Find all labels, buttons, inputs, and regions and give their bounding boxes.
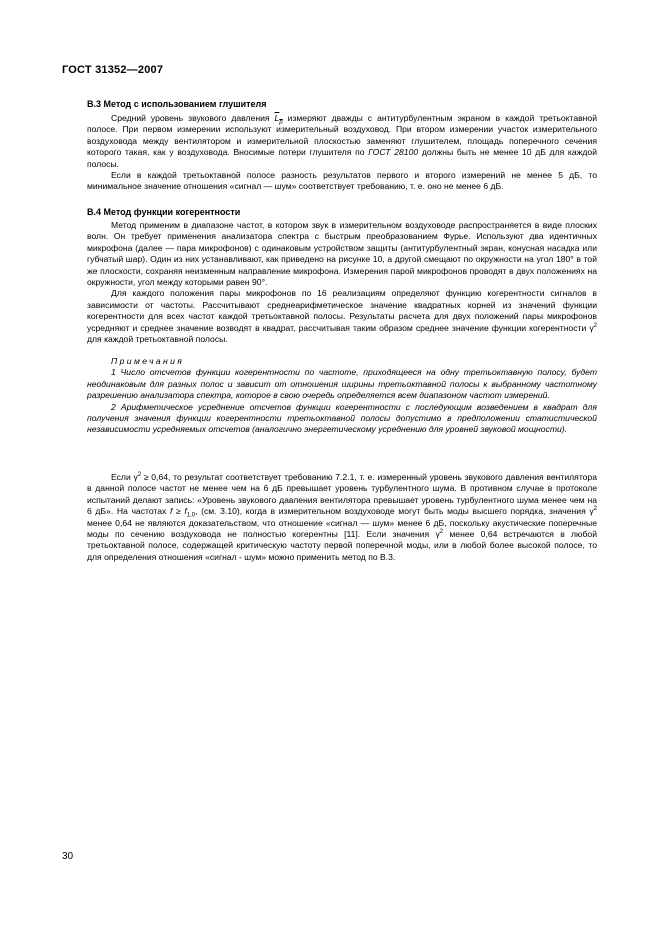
gost-reference: ГОСТ 28100 xyxy=(368,147,419,158)
final-paragraph: Если $\gamma^2 \ge 0,64$, то результат соответствует требованию 7.2.1, т. е. измеренный уровень звукового давления вентилятора в данной полосе частот не менее чем на 6 дБ превышает уровень турбулентного шума. В противном случае в протоколе испытаний делают запись: «Уровень звукового давления вентилятора превышает уровень турбулентного шума менее чем на 6 дБ». На частотах $f \ge f_{1,0}$, (см. 3.10), когда в измерительном воздуховоде могут быть моды высшего порядка, значения $\gamma^2$ менее 0,64 не являются доказательством, что отношение «сигнал — шум» менее 6 дБ, поскольку акустические поперечные моды по сечению воздуховода не полностью когерентны [11]. Если значения $\gamma^2$ менее 0,64 встречаются в любой третьоктавной полосе, содержащей критическую частоту первой поперечной моды, или в любой более высокой полосе, то для определения отношения «сигнал - шум» можно применить метод по B.3. xyxy=(87,472,598,562)
page-number: 30 xyxy=(62,851,74,862)
notes-block xyxy=(87,356,597,436)
notes-heading: Примечания xyxy=(111,356,185,366)
b4-paragraph-1: Метод применим в диапазоне частот, в котором звук в измерительном воздуховоде распространяется в виде плоских волн. Он требует применения анализатора спектра с быстрым преобразованием Фурье. Используют два идентичных микрофона (далее — пара микрофонов) с одинаковым устройством защиты (антитурбулентный экран, конусная насадка или губчатый шар). Один из них устанавливают, как приведено на рисунке 10, а другой смещают по окружности на угол 180° в той же плоскости, сохраняя неизменным направление микрофона. Измерения парой микрофонов проводят в двух положениях на окружности, угол между которыми равен 90°. xyxy=(87,220,597,288)
b4-paragraph-2: Для каждого положения пары микрофонов по 16 реализациям определяют функцию когерентности сигналов в зависимости от частоты. Рассчитывают среднеарифметическое значение квадратных корней из значений функции когерентности для всех частот каждой третьоктавной полосы. Результаты расчета для двух положений пары микрофонов усредняют и среднее значение возводят в квадрат, рассчитывая таким образом среднее значение функции когерентности $\gamma^2$ для каждой третьоктавной полосы. xyxy=(87,288,597,345)
section-b3-body xyxy=(87,113,597,193)
document-header: ГОСТ 31352—2007 xyxy=(62,64,164,76)
lp-symbol: $L_p$ xyxy=(274,113,283,126)
note-1: 1 Число отсчетов функции когерентности по частоте, приходящееся на одну третьоктавную полосу, будет неодинаковым для разных полос и зависит от отношения ширины третьоктавной полосы к выбранному частотному разрешению анализатора спектра, которое в свою очередь определяется всем диапазоном частот измерений. xyxy=(87,367,597,401)
section-b4-title: B.4 Метод функции когерентности xyxy=(87,207,241,217)
section-b4-body xyxy=(87,220,597,345)
b3-paragraph-2: Если в каждой третьоктавной полосе разность результатов первого и второго измерений не менее 5 дБ, то минимальное значение отношения «сигнал — шум» соответствует требованию, т. е. оно не менее 6 дБ. xyxy=(87,170,597,192)
b3-paragraph-1: Средний уровень звукового давления $L_p$ измеряют дважды с антитурбулентным экраном в каждой третьоктавной полосе. При первом измерении используют измерительный воздуховод. При втором измерении участок измерительного воздуховода между вентилятором и измерительной плоскостью заменяют глушителем, площадь поперечного сечения которого такая, как у воздуховода. Вносимые потери глушителя по ГОСТ 28100 должны быть не менее 10 дБ для каждой полосы. xyxy=(87,113,598,169)
section-b3-title: B.3 Метод с использованием глушителя xyxy=(87,99,267,109)
note-2: 2 Арифметическое усреднение отсчетов функции когерентности с последующим возведением в квадрат для получения значения функции когерентности третьоктавной полосы допустимо в предположении статистической независимости усредняемых отсчетов (аналогично энергетическому усреднению для уровней звуковой мощности). xyxy=(87,401,597,435)
